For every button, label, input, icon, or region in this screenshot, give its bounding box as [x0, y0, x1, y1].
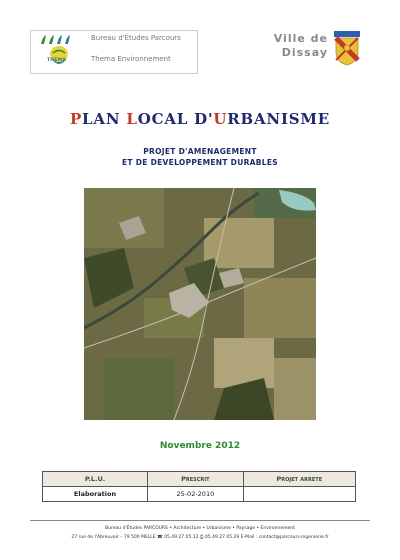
org-name-parcours: Bureau d'Études Parcours: [91, 34, 181, 42]
title-part-lan: LAN: [82, 110, 127, 128]
table-header-prescrit: Prescrit: [148, 472, 244, 487]
aerial-photo: [84, 188, 316, 420]
title-part-rbanisme: RBANISME: [227, 110, 331, 128]
consultant-logo-box: [30, 30, 198, 74]
town-name: [248, 32, 328, 60]
document-date: Novembre 2012: [159, 441, 241, 451]
subtitle-line1: PROJET D'AMENAGEMENT: [143, 147, 257, 156]
document-subtitle: [0, 146, 400, 168]
title-part-ocal: OCAL D': [137, 110, 214, 128]
subtitle-line2: ET DE DEVELOPPEMENT DURABLES: [122, 158, 278, 167]
footer-divider: [30, 520, 370, 521]
title-initial-u: U: [213, 110, 228, 128]
title-initial-p: P: [69, 110, 83, 128]
table-header-projet-arrete: Projet arrete: [243, 472, 355, 487]
table-row: [43, 487, 356, 502]
title-initial-l: L: [126, 110, 138, 128]
document-title: [0, 110, 400, 128]
town-coat-of-arms-icon: [333, 30, 361, 66]
table-header-row: [43, 472, 356, 487]
footer-line1: Bureau d'Études PARCOURS • Architecture • Urbanisme • Paysage • Environnement: [105, 526, 295, 531]
table-cell-prescrit-date: 25-02-2010: [148, 487, 244, 502]
town-name-line1: Ville de: [273, 32, 328, 45]
table-cell-elaboration: Elaboration: [43, 487, 148, 502]
table-header-plu: P.L.U.: [43, 472, 148, 487]
town-name-line2: Dissay: [281, 46, 328, 59]
thema-logo-text: THEMA: [47, 58, 66, 63]
plu-status-table: [42, 471, 356, 502]
table-cell-projet-arrete-date: [243, 487, 355, 502]
footer-line2: 27 rue de l'Abreuvoir – 79 500 MELLE ☎ 05.49.27.05.12 ⎙ 05.49.27.05.29 E-Mail : contact@parcours-ingenierie.fr: [71, 535, 329, 540]
org-name-thema: Thema Environnement: [91, 55, 171, 63]
